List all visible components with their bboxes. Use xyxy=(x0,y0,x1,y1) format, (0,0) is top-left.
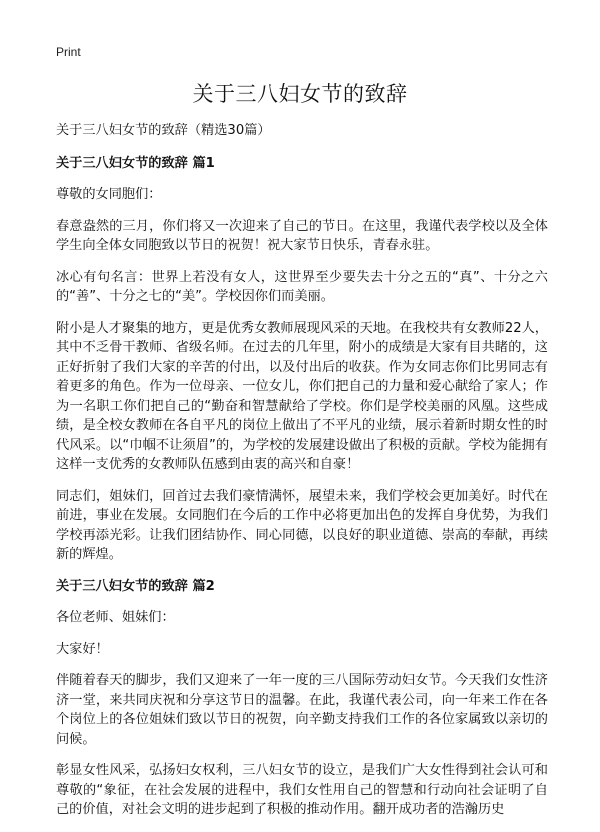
paragraph: 各位老师、姐妹们： xyxy=(56,610,175,625)
document-body xyxy=(56,121,548,832)
page-title: 关于三八妇女节的致辞 xyxy=(192,82,408,106)
section-heading: 关于三八妇女节的致辞 篇1 xyxy=(56,155,215,171)
paragraph: 尊敬的女同胞们： xyxy=(56,187,162,202)
paragraph: 附小是人才聚集的地方，更是优秀女教师展现风采的天地。在我校共有女教师22人，其中不乏骨干教师、省级名师。在过去的几年里，附小的成绩是大家有目共睹的，这正好折射了我们大家的辛苦的付出，以及付出后的收获。作为女同志你们比男同志有着更多的角色。作为一位母亲、一位女儿，你们把自己的力量和爱心献给了家人；作为一名职工你们把自己的“勤奋和智慧献给了学校。你们是学校美丽的风凰。这些成绩，是全校女教师在各自平凡的岗位上做出了不平凡的业绩，展示着新时期女性的时代风采。以“巾帼不让须眉”的，为学校的发展建设做出了积极的贡献。学校为能拥有这样一支优秀的女教师队伍感到由衷的高兴和自豪！ xyxy=(56,320,548,472)
paragraph: 大家好！ xyxy=(56,641,109,657)
paragraph: 彰显女性风采，弘扬妇女权利，三八妇女节的设立，是我们广大女性得到社会认可和尊敬的“象征，在社会发展的进程中，我们女性用自己的智慧和行动向社会证明了自己的价值，对社会文明的进步起到了积极的推动作用。翻开成功者的浩瀚历史 xyxy=(56,763,548,817)
document-subtitle: 关于三八妇女节的致辞（精选30篇） xyxy=(56,123,271,138)
section-heading: 关于三八妇女节的致辞 篇2 xyxy=(56,578,215,594)
paragraph: 冰心有句名言：世界上若没有女人，这世界至少要失去十分之五的“真”、十分之六的“善”、十分之七的“美”。学校因你们而美丽。 xyxy=(56,269,548,304)
print-link[interactable]: Print xyxy=(56,45,81,59)
paragraph: 伴随着春天的脚步，我们又迎来了一年一度的三八国际劳动妇女节。今天我们女性济济一堂，来共同庆祝和分享这节日的温馨。在此，我谨代表公司，向一年来工作在各个岗位上的各位姐妹们致以节日的祝贺，向辛勤支持我们工作的各位家属致以亲切的问候。 xyxy=(56,673,548,747)
paragraph: 同志们，姐妹们，回首过去我们豪情满怀，展望未来，我们学校会更加美好。时代在前进，事业在发展。女同胞们在今后的工作中必将更加出色的发挥自身优势，为我们学校再添光彩。让我们团结协作、同心同德，以良好的职业道德、崇高的奉献，再续新的辉煌。 xyxy=(56,488,548,562)
paragraph: 春意盎然的三月，你们将又一次迎来了自己的节日。在这里，我谨代表学校以及全体学生向全体女同胞致以节日的祝贺！祝大家节日快乐，青春永驻。 xyxy=(56,218,548,253)
